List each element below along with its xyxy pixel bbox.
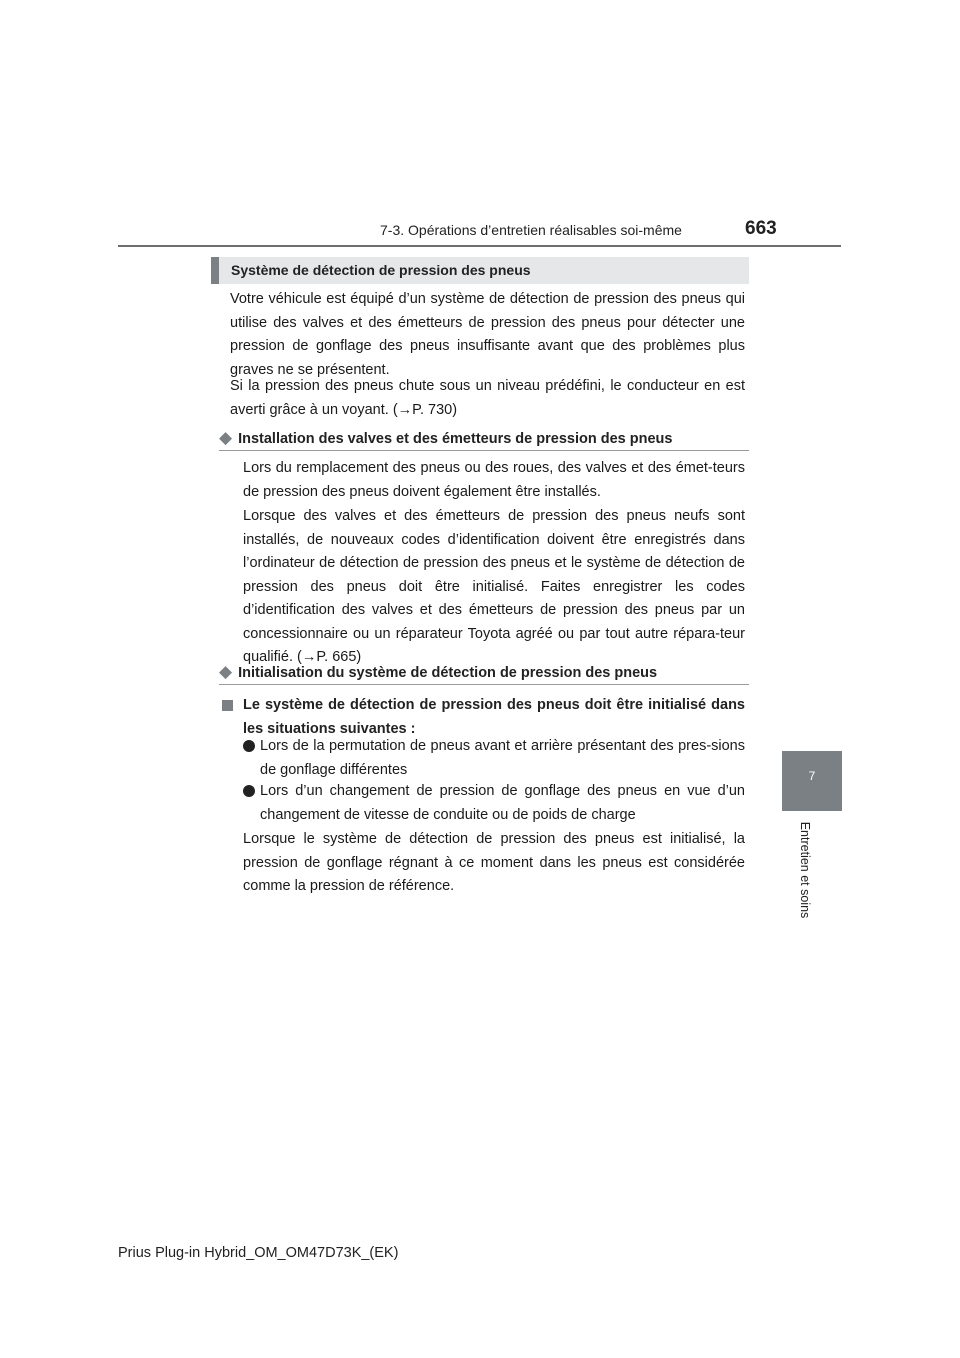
page-number: 663: [745, 218, 777, 239]
subsection-2-title: Initialisation du système de détection de pression des pneus: [238, 665, 658, 681]
section-title: Système de détection de pression des pneus: [231, 262, 531, 278]
subsection-2-closing-paragraph: Lorsque le système de détection de pression des pneus est initialisé, la pression de gonflage régnant à ce moment dans les pneus est considérée comme la pression de référence.: [243, 831, 745, 894]
bullet-dot-icon: [243, 740, 255, 752]
chapter-label: [795, 812, 815, 928]
chapter-tab: [782, 751, 842, 811]
bullet-dot-icon: [243, 785, 255, 797]
subsection-2-divider: [219, 684, 749, 685]
chapter-label-text: Entretien et soins: [798, 821, 812, 919]
footer-document-id: Prius Plug-in Hybrid_OM_OM47D73K_(EK): [118, 1245, 399, 1261]
subsection-1-paragraph-2: Lorsque des valves et des émetteurs de pression des pneus neufs sont installés, de nouveaux codes d’identification doivent être enregistrés dans l’ordinateur de détection de pression des pneus et le système de détection de pression des pneus doit être initialisé. Faites enregistrer les codes d’identification des valves et des émetteurs de pression des pneus par un concessionnaire ou un réparateur Toyota agréé ou par tout autre répara-teur qualifié. (→P. 665): [243, 508, 745, 665]
header-section-title: 7-3. Opérations d’entretien réalisables soi-même: [380, 222, 682, 238]
subsection-1-heading: [219, 428, 672, 448]
subsection-2-heading: [219, 662, 657, 682]
section-title-bar: [211, 257, 749, 284]
diamond-icon: ◆: [219, 428, 233, 447]
list-item-text: Lors d’un changement de pression de gonflage des pneus en vue d’un changement de vitesse de conduite ou de poids de charge: [260, 783, 745, 823]
diamond-icon: ◆: [219, 662, 233, 681]
list-item-text: Lors de la permutation de pneus avant et arrière présentant des pres-sions de gonflage différentes: [260, 738, 745, 778]
header-divider: [118, 245, 841, 247]
note-heading: Le système de détection de pression des pneus doit être initialisé dans les situations suivantes :: [243, 697, 745, 737]
subsection-1-divider: [219, 450, 749, 451]
subsection-1-paragraph-1: Lors du remplacement des pneus ou des roues, des valves et des émet-teurs de pression des pneus doivent également être installés.: [243, 460, 745, 500]
chapter-number: 7: [808, 769, 816, 783]
square-bullet-icon: [222, 700, 233, 711]
warning-paragraph: Si la pression des pneus chute sous un niveau prédéfini, le conducteur en est averti grâce à un voyant. (→P. 730): [230, 378, 745, 418]
intro-paragraph: Votre véhicule est équipé d’un système de détection de pression des pneus qui utilise des valves et des émetteurs de pression des pneus pour détecter une pression de gonflage des pneus insuffisante avant que des problèmes plus graves ne se présentent.: [230, 291, 745, 378]
subsection-1-title: Installation des valves et des émetteurs de pression des pneus: [238, 431, 673, 447]
